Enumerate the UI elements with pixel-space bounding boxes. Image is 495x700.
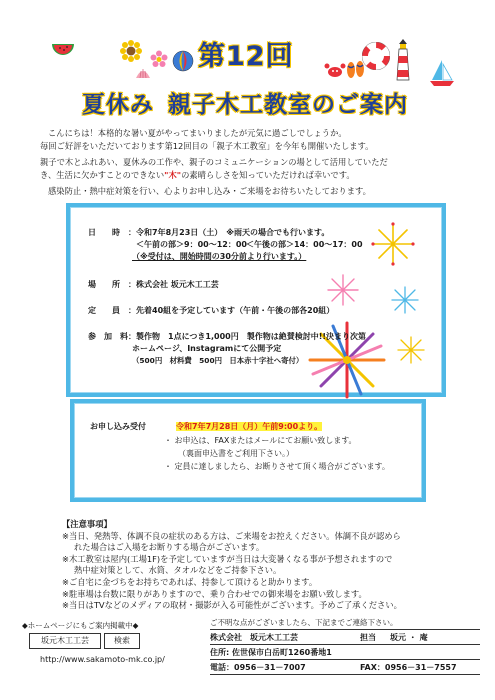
- date-am: ＜午前の部＞9：00～12：00: [136, 240, 247, 249]
- application-note2: （裏面申込書をご利用下さい。）: [178, 449, 294, 458]
- intro-p2: 毎回ご好評をいただいております第12回目の「親子木工教室」を今年も開催いたします。: [40, 140, 374, 151]
- caution-heading: 【注意事項】: [62, 519, 112, 529]
- date-value: ：令和7年8月23日（土） ※雨天の場合でも行います。: [128, 228, 330, 237]
- date-label: 日 時: [88, 228, 120, 237]
- header-banner: [0, 0, 495, 122]
- place-value: ：株式会社 坂元木工工芸: [128, 280, 219, 289]
- contact-address: 住所: 佐世保市白岳町1260番地1: [210, 645, 480, 660]
- watermelon-icon: [50, 40, 76, 62]
- crab-icon: [324, 62, 346, 78]
- intro-p5: 感染防止・熱中症対策を行い、心よりお申し込み・ご来場をお待ちいたしております。: [48, 186, 371, 196]
- application-label: お申し込み受付: [90, 422, 146, 431]
- date-note: （※受付は、開始時間の30分前より行います。）: [132, 252, 307, 261]
- caution-section: [62, 519, 482, 612]
- contact-company-line: [210, 630, 480, 645]
- homepage-search-button: 検索: [104, 633, 140, 649]
- firework-icon: [326, 273, 360, 307]
- application-deadline: 令和7年7月28日（月）午前9:00より。: [176, 422, 323, 431]
- page-title: [82, 86, 408, 119]
- caution-line: ※ご自宅に金づちをお持ちであれば、持参して頂けると助かります。: [62, 576, 318, 587]
- application-box: [70, 399, 426, 502]
- firework-icon: [396, 335, 426, 365]
- flower-icon: [150, 50, 168, 68]
- beach-ball-icon: [172, 50, 194, 72]
- place-label: 場 所: [88, 280, 120, 289]
- date-pm: ＜午後の部＞14：00～17：00: [246, 240, 363, 249]
- caution-line: ※駐車場は台数に限りがありますので、乗り合わせでの御来場をお願い致します。: [62, 588, 367, 599]
- sailboat-icon: [428, 58, 456, 88]
- caution-line: 熱中症対策として、水筒、タオルなどをご持参下さい。: [74, 565, 282, 576]
- fee-line3: （500円 材料費 500円 日本赤十字社へ寄付）: [132, 356, 304, 365]
- sunflower-icon: [120, 40, 142, 62]
- contact-tel: 電話：0956－31－7007: [210, 663, 306, 672]
- firework-icon: [370, 221, 416, 267]
- fee-line2: ホームページ、Instagramにて公開予定: [132, 344, 282, 353]
- contact-person-label: 担当: [360, 633, 376, 642]
- capacity-value: ：先着40組を予定しています（午前・午後の部各20組）: [128, 306, 335, 315]
- fee-value: ：製作物 1点につき1,000円 製作物は絶賛検討中!!決まり次第: [128, 332, 367, 341]
- title-number: 第12回: [198, 41, 294, 72]
- details-box: [66, 203, 446, 397]
- intro-p1: こんにちは！本格的な暑い夏がやってまいりましたが元気に過ごしでしょうか。: [48, 128, 347, 138]
- contact-person: 坂元 ・ 庵: [390, 633, 428, 642]
- wood-emphasis: "木": [164, 169, 182, 180]
- contact-phone-line: [210, 660, 480, 675]
- homepage-url: http://www.sakamoto-mk.co.jp/: [40, 655, 165, 664]
- contact-company: 株式会社 坂元木工工芸: [210, 633, 298, 642]
- fee-label: 参 加 料: [88, 332, 128, 341]
- application-note1: ・ お申込は、FAXまたはメールにてお願い致します。: [164, 436, 357, 445]
- intro-p4: き、生活に欠かすことのできない"木"の素晴らしさを知っていただければ幸いです。: [40, 169, 355, 180]
- contact-fax: FAX：0956－31－7557: [360, 663, 457, 672]
- title-workshop: 親子木工教室のご案内: [168, 92, 408, 118]
- homepage-banner: ◆ホームページにもご案内掲載中◆: [22, 621, 139, 630]
- intro-p3: 親子で木とふれあい、夏休みの工作や、親子のコミュニケーションの場として活用していただ: [40, 157, 388, 167]
- lighthouse-icon: [394, 38, 412, 82]
- firework-icon: [390, 285, 420, 315]
- application-note3: ・ 定員に達しましたら、お断りさせて頂く場合がございます。: [164, 462, 390, 471]
- capacity-label: 定 員: [88, 306, 120, 315]
- caution-line: ※当日、発熱等、体調不良の症状のある方は、ご来場をお控えください。体調不良が認めら: [62, 530, 401, 541]
- homepage-search-box: 坂元木工工芸: [29, 633, 101, 649]
- title-summer: 夏休み: [82, 92, 154, 118]
- life-ring-icon: [362, 42, 390, 70]
- caution-line: ※当日はTVなどのメディアの取材・撮影が入る可能性がございます。予めご了承ください。: [62, 600, 402, 611]
- contact-note: ご不明な点がございましたら、下記までご連絡下さい。: [210, 617, 480, 630]
- contact-block: [210, 617, 480, 675]
- caution-line: ※木工教室は屋内(工場1F)を予定していますが当日は大変暑くなる事が予想されますので: [62, 553, 393, 564]
- caution-line: れた場合はご入場をお断りする場合がございます。: [74, 542, 265, 553]
- seashell-icon: [135, 66, 151, 80]
- intro-text: [40, 127, 480, 198]
